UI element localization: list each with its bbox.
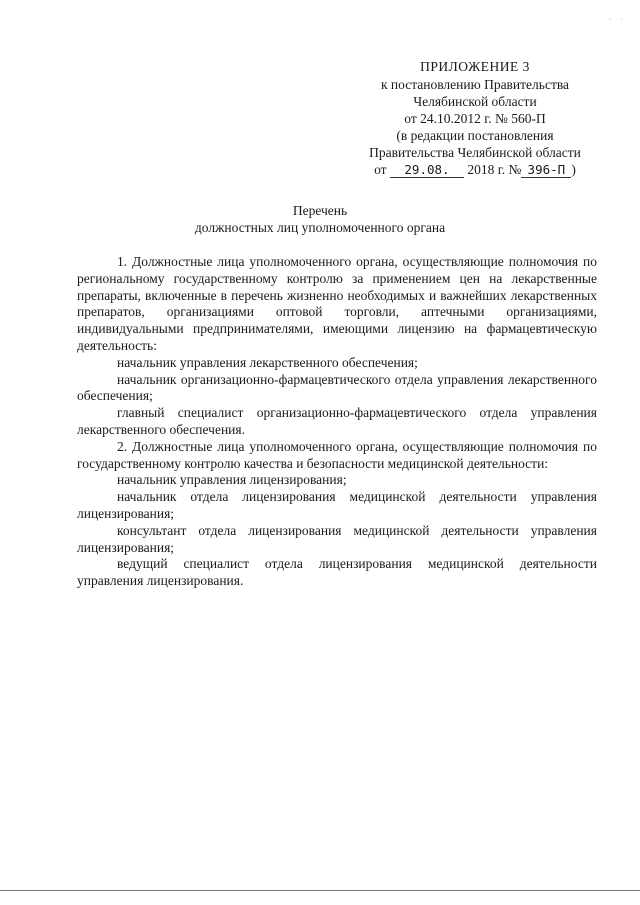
scan-corner-mark: · · <box>608 14 626 24</box>
annex-line: (в редакции постановления <box>396 128 554 143</box>
list-item: начальник отдела лицензирования медицинской деятельности управления лицензирования; <box>77 489 597 521</box>
annex-line: к постановлению Правительства <box>380 77 570 92</box>
annex-line: Челябинской области <box>413 94 537 109</box>
list-item: консультант отдела лицензирования медицинской деятельности управления лицензирования; <box>77 522 597 555</box>
list-item: главный специалист организационно-фармацевтического отдела управления лекарственного обеспечения. <box>77 405 597 437</box>
paragraph-section-1: 1. Должностные лица уполномоченного органа, осуществляющие полномочия по региональному государственному контролю за применением цен на лекарственные препараты, включенные в перечень жизненно необходимых и важнейших лекарственных препаратов, организациями оптовой торговли, аптечными организациями, индивидуальными предпринимателями, имеющими лицензию на фармацевтическую деятельность: <box>77 254 597 353</box>
annex-year-label: 2018 г. № <box>467 162 522 177</box>
heading-title: Перечень <box>292 203 348 218</box>
document-body <box>77 254 597 590</box>
annex-line: от 24.10.2012 г. № 560-П <box>404 111 546 126</box>
scan-bottom-edge <box>0 890 640 891</box>
handwritten-date: 29.08. <box>390 162 464 178</box>
heading-subtitle: должностных лиц уполномоченного органа <box>194 220 446 235</box>
annex-block <box>330 58 620 178</box>
annex-line: Правительства Челябинской области <box>369 145 581 160</box>
list-item: начальник организационно-фармацевтического отдела управления лекарственного обеспечения; <box>77 371 597 404</box>
handwritten-number: 396-П <box>521 162 571 178</box>
list-item: ведущий специалист отдела лицензирования медицинской деятельности управления лицензирования. <box>77 556 597 589</box>
annex-title: ПРИЛОЖЕНИЕ 3 <box>420 59 530 74</box>
paragraph-section-2: 2. Должностные лица уполномоченного органа, осуществляющие полномочия по государственному контролю качества и безопасности медицинской деятельности: <box>77 438 597 471</box>
list-item: начальник управления лицензирования; <box>117 472 347 488</box>
annex-close-paren: ) <box>571 162 576 177</box>
annex-amendment-line <box>330 161 620 178</box>
list-item: начальник управления лекарственного обеспечения; <box>117 354 418 370</box>
document-heading <box>0 202 640 236</box>
annex-from-label: от <box>374 162 387 177</box>
